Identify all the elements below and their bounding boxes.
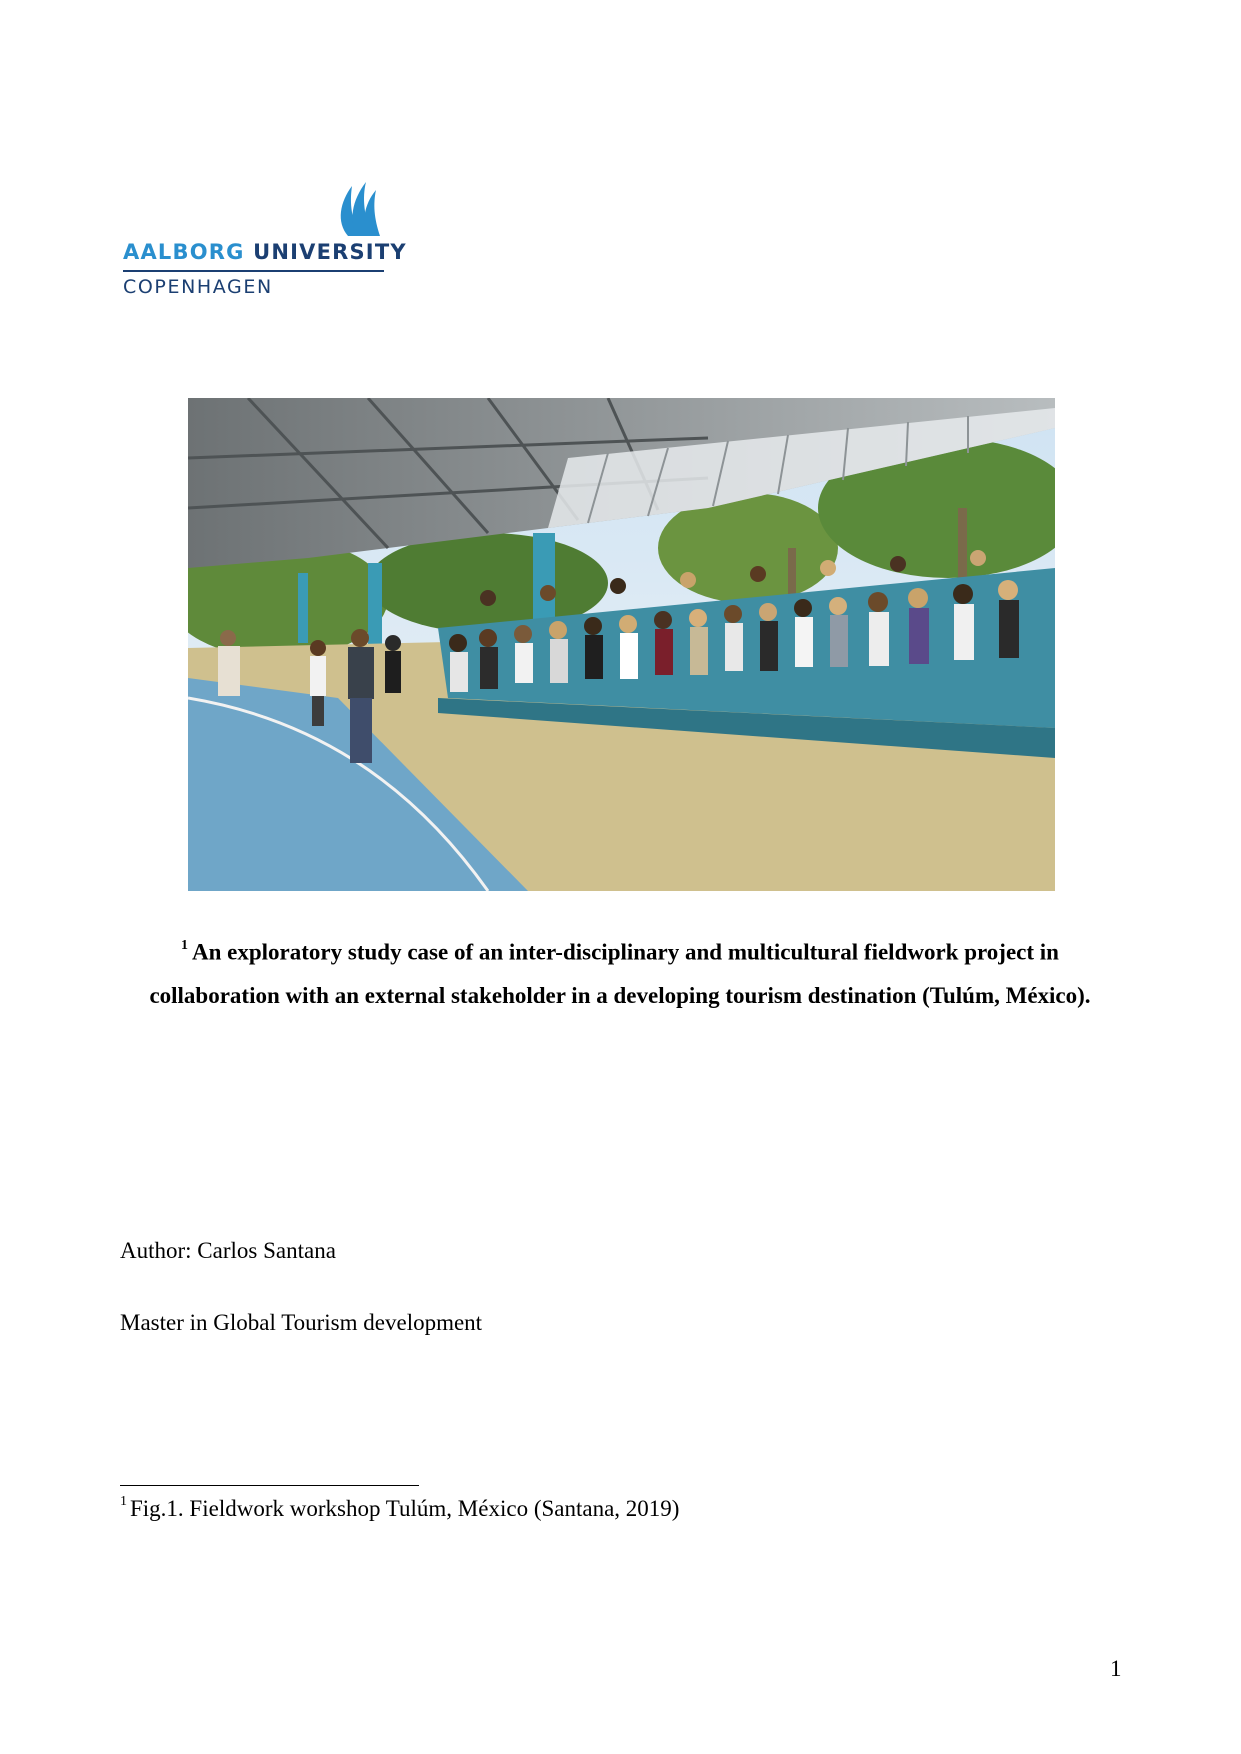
fieldwork-photo <box>188 398 1055 891</box>
logo-university-name <box>123 242 407 263</box>
document-title <box>130 926 1110 1017</box>
logo-subtitle: COPENHAGEN <box>123 276 273 298</box>
footnote <box>120 1496 679 1522</box>
program-line: Master in Global Tourism development <box>120 1310 483 1335</box>
footnote-mark: 1 <box>120 1494 127 1510</box>
footnote-text: Fig.1. Fieldwork workshop Tulúm, México (Santana, 2019) <box>130 1496 680 1521</box>
logo-underline <box>123 270 384 272</box>
title-text: An exploratory study case of an inter-disciplinary and multicultural fieldwork project in collaboration with an external stakeholder in a developing tourism destination (Tulúm, México). <box>149 939 1091 1008</box>
page-number: 1 <box>1110 1656 1122 1681</box>
author-line: Author: Carlos Santana <box>120 1238 336 1263</box>
footnote-separator <box>120 1485 419 1486</box>
title-footnote-mark: 1 <box>181 938 189 953</box>
university-logo <box>123 178 407 303</box>
logo-name-part2: UNIVERSITY <box>253 240 407 264</box>
logo-name-part1: AALBORG <box>123 240 245 264</box>
waves-logo-icon <box>330 178 380 238</box>
